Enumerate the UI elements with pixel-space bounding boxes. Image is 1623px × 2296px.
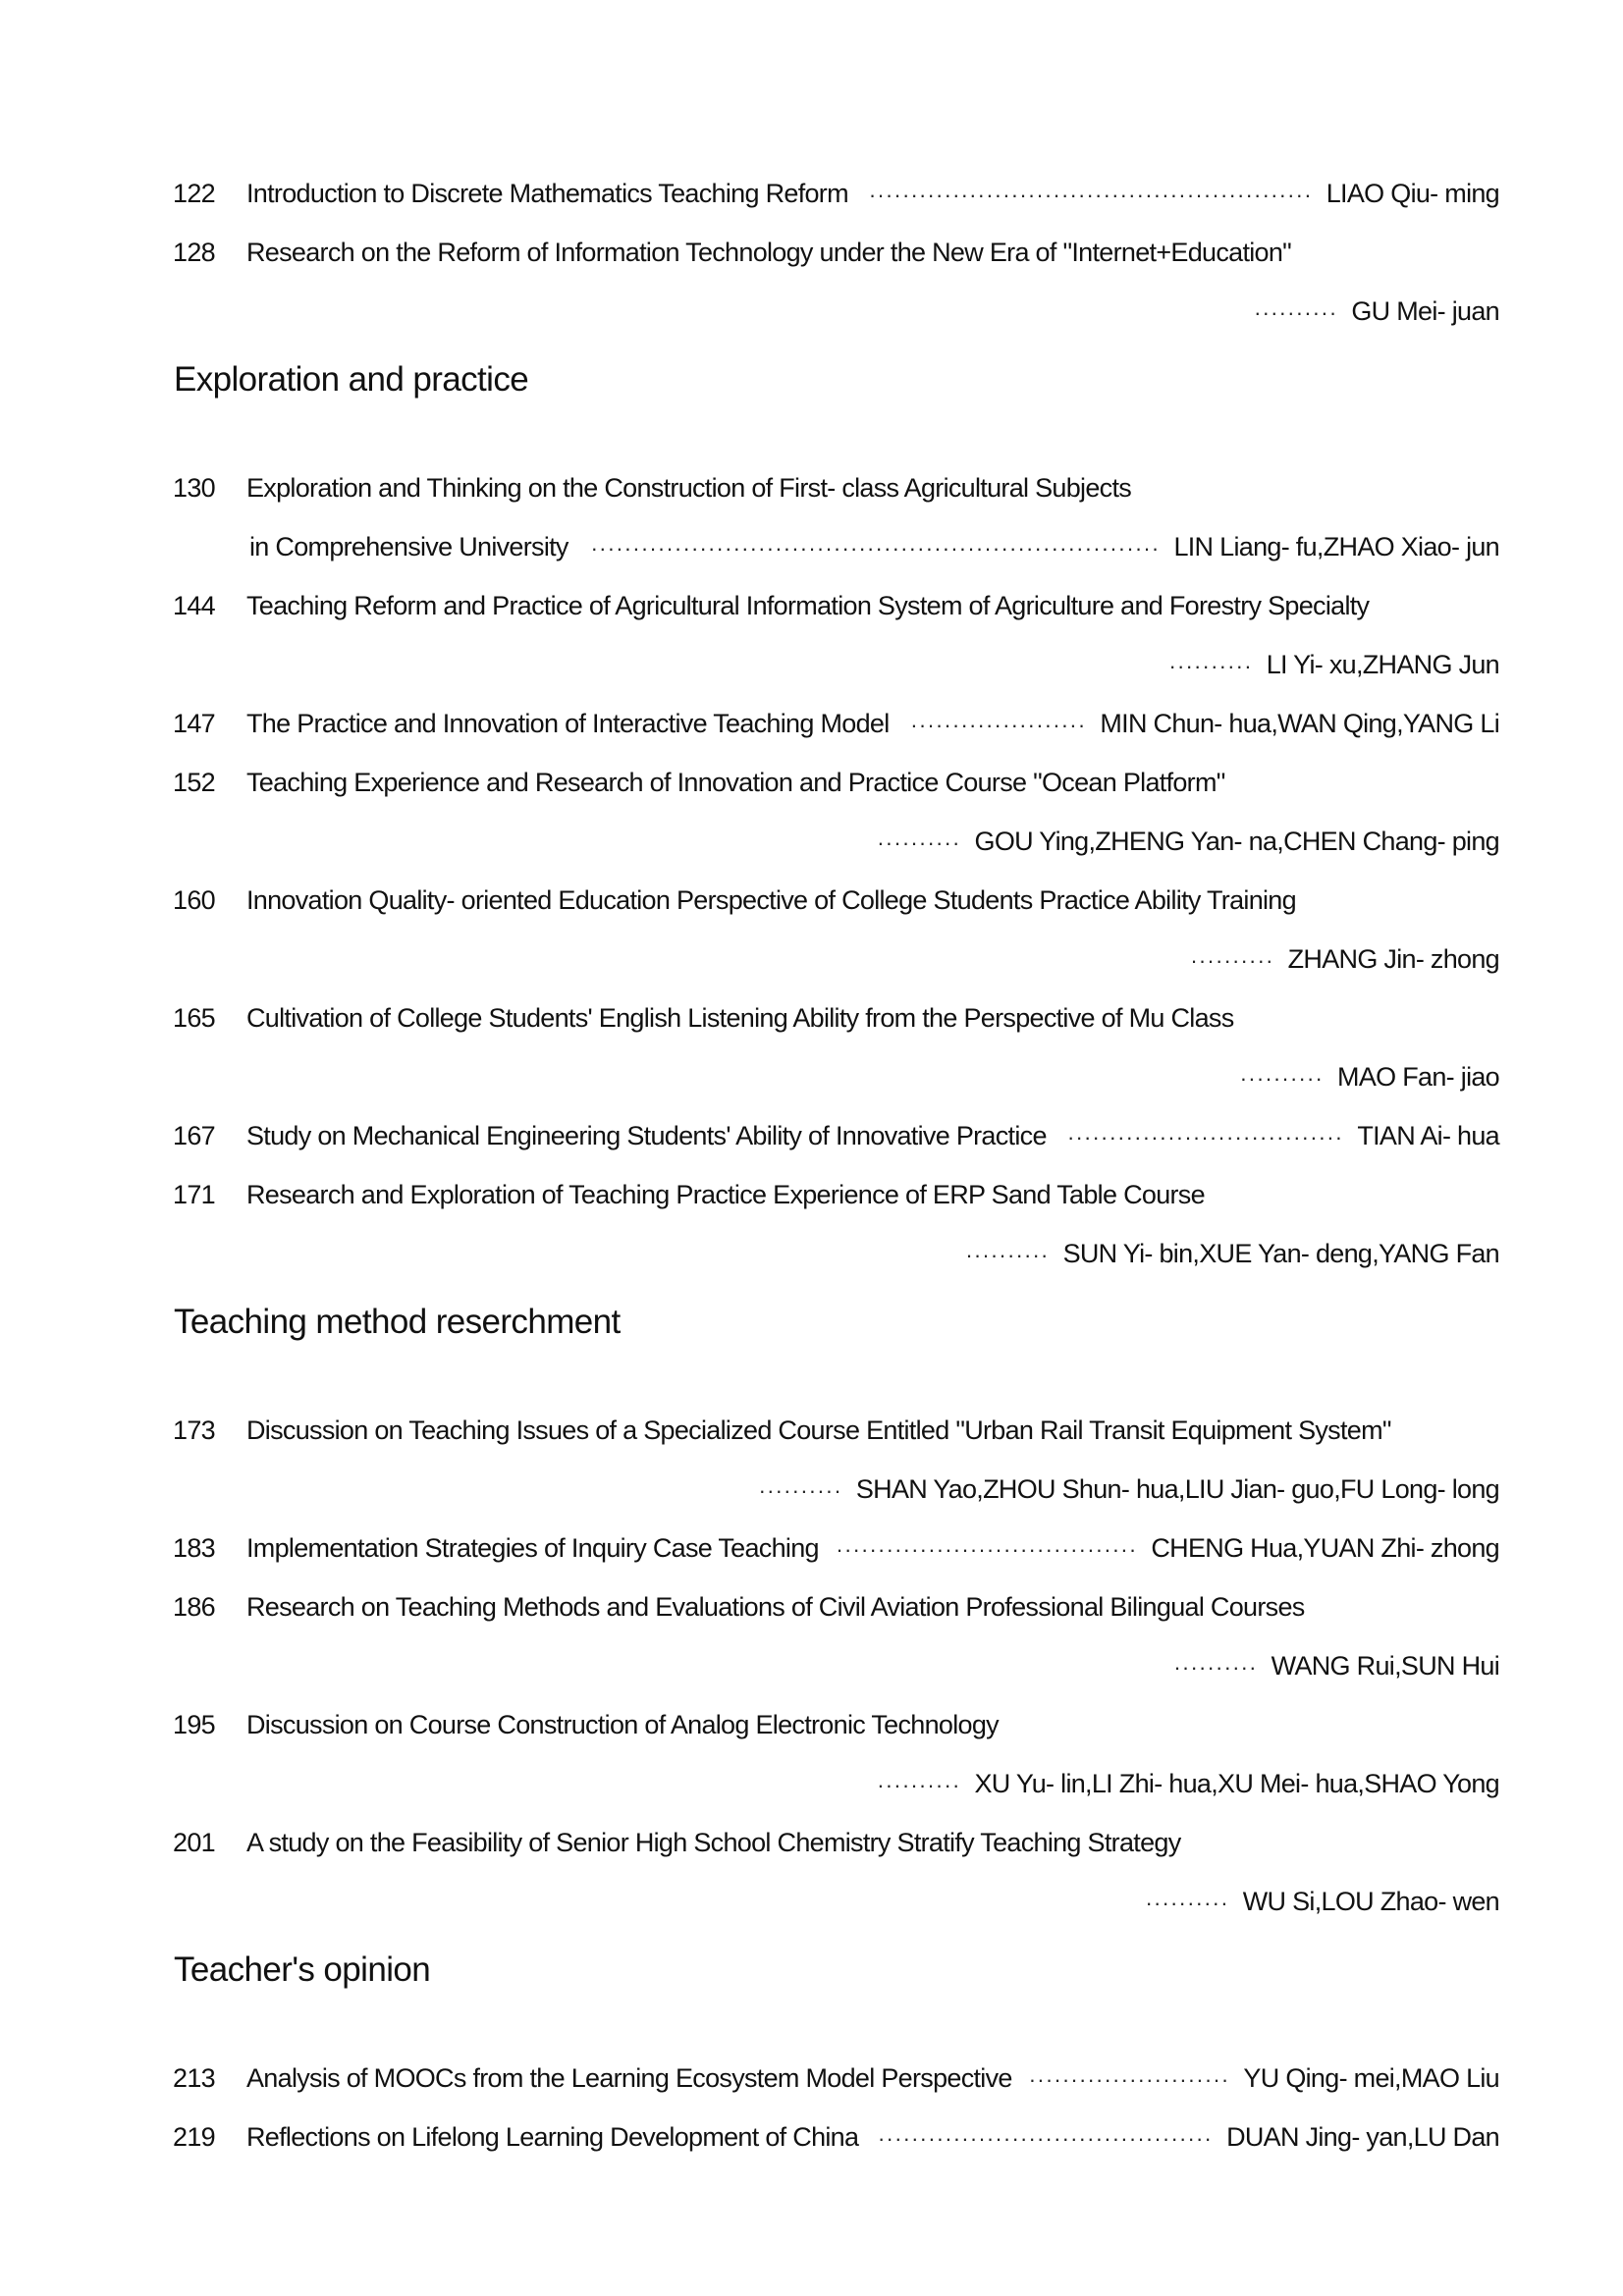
toc-entry[interactable]: [0, 1577, 1623, 1636]
toc-entry[interactable]: [0, 1401, 1623, 1460]
dot-leader-group: [835, 1519, 1499, 1579]
section-heading-text: Teacher's opinion: [174, 1950, 431, 1989]
entry-authors: DUAN Jing- yan,LU Dan: [1226, 2122, 1499, 2152]
dot-leader: ··········: [1173, 1655, 1258, 1680]
toc-entry[interactable]: [0, 1519, 1623, 1577]
section-heading: [0, 1931, 1623, 2049]
dot-leader: ··········: [965, 1243, 1050, 1267]
toc-entry[interactable]: [0, 223, 1623, 282]
entry-authors: TIAN Ai- hua: [1357, 1121, 1499, 1150]
toc-entry[interactable]: [0, 1106, 1623, 1165]
toc-entry-continuation: [0, 282, 1623, 341]
toc-entry[interactable]: [0, 694, 1623, 753]
entry-title[interactable]: Innovation Quality- oriented Education Perspective of College Students Practice Ability Training: [246, 885, 1296, 915]
entry-authors: MIN Chun- hua,WAN Qing,YANG Li: [1100, 709, 1499, 738]
dot-leader-group: [295, 1754, 1499, 1815]
dot-leader: ··········: [1168, 654, 1253, 678]
dot-leader-group: [295, 812, 1499, 873]
entry-authors: WANG Rui,SUN Hui: [1271, 1651, 1499, 1681]
entry-title[interactable]: Introduction to Discrete Mathematics Teaching Reform: [246, 179, 848, 208]
page-number: 173: [173, 1415, 215, 1445]
page-number: 144: [173, 591, 215, 620]
entry-authors: YU Qing- mei,MAO Liu: [1243, 2063, 1499, 2093]
toc-entry[interactable]: [0, 988, 1623, 1047]
entry-title-continued[interactable]: in Comprehensive University: [249, 532, 568, 561]
toc-entry[interactable]: [0, 1813, 1623, 1872]
dot-leader-group: [295, 1636, 1499, 1697]
page-number: 160: [173, 885, 215, 915]
dot-leader-group: [295, 635, 1499, 696]
entry-title[interactable]: Discussion on Course Construction of Analog Electronic Technology: [246, 1710, 999, 1739]
entry-title[interactable]: Cultivation of College Students' English Listening Ability from the Perspective of Mu Class: [246, 1003, 1234, 1033]
dot-leader-group: [1062, 1106, 1499, 1167]
toc-entry-continuation: [0, 1754, 1623, 1813]
entry-authors: CHENG Hua,YUAN Zhi- zhong: [1151, 1533, 1499, 1563]
entry-title[interactable]: Research on the Reform of Information Technology under the New Era of "Internet+Education": [246, 238, 1292, 267]
entry-authors: XU Yu- lin,LI Zhi- hua,XU Mei- hua,SHAO Yong: [974, 1769, 1499, 1798]
dot-leader: ··········: [1239, 1066, 1325, 1091]
entry-title[interactable]: Implementation Strategies of Inquiry Case Teaching: [246, 1533, 819, 1563]
section-heading-text: Exploration and practice: [174, 360, 529, 399]
table-of-contents: [0, 164, 1623, 2166]
toc-entry-continuation: [0, 812, 1623, 871]
toc-entry-continuation: [0, 1872, 1623, 1931]
dot-leader-group: [905, 694, 1499, 755]
page-number: 128: [173, 238, 215, 267]
entry-authors: GOU Ying,ZHENG Yan- na,CHEN Chang- ping: [974, 827, 1499, 856]
toc-entry-continuation: [0, 635, 1623, 694]
entry-authors: ZHANG Jin- zhong: [1287, 944, 1499, 974]
dot-leader: ··········: [1254, 300, 1338, 325]
dot-leader: ········································: [878, 2126, 1214, 2151]
dot-leader: ··········: [877, 1773, 961, 1797]
dot-leader-group: [584, 517, 1499, 578]
dot-leader-group: [295, 1460, 1499, 1521]
toc-entry[interactable]: [0, 753, 1623, 812]
toc-entry[interactable]: [0, 576, 1623, 635]
dot-leader: ····································: [836, 1537, 1138, 1562]
toc-entry[interactable]: [0, 2049, 1623, 2108]
section-heading-text: Teaching method reserchment: [174, 1303, 621, 1341]
toc-entry[interactable]: [0, 458, 1623, 517]
page-number: 152: [173, 768, 215, 797]
page-number: 130: [173, 473, 215, 503]
dot-leader-group: [864, 164, 1499, 225]
entry-authors: LIAO Qiu- ming: [1325, 179, 1499, 208]
toc-entry-continuation: [0, 1636, 1623, 1695]
page-number: 195: [173, 1710, 215, 1739]
toc-entry-continuation: [0, 517, 1623, 576]
entry-title[interactable]: Reflections on Lifelong Learning Development of China: [246, 2122, 859, 2152]
dot-leader-group: [874, 2108, 1499, 2168]
toc-entry[interactable]: [0, 1695, 1623, 1754]
entry-title[interactable]: Research on Teaching Methods and Evaluations of Civil Aviation Professional Bilingual Courses: [246, 1592, 1305, 1622]
page-number: 122: [173, 179, 215, 208]
entry-title[interactable]: Teaching Experience and Research of Innovation and Practice Course "Ocean Platform": [246, 768, 1225, 797]
section-heading: [0, 1283, 1623, 1401]
page-number: 201: [173, 1828, 215, 1857]
entry-title[interactable]: Study on Mechanical Engineering Students' Ability of Innovative Practice: [246, 1121, 1047, 1150]
entry-title[interactable]: Discussion on Teaching Issues of a Specialized Course Entitled "Urban Rail Transit Equipment System": [246, 1415, 1391, 1445]
entry-title[interactable]: Exploration and Thinking on the Construction of First- class Agricultural Subjects: [246, 473, 1132, 503]
page-number: 186: [173, 1592, 215, 1622]
toc-entry[interactable]: [0, 164, 1623, 223]
dot-leader: ····································································: [590, 536, 1161, 561]
entry-authors: LI Yi- xu,ZHANG Jun: [1266, 650, 1499, 679]
page-number: 183: [173, 1533, 215, 1563]
toc-entry-continuation: [0, 1047, 1623, 1106]
dot-leader: ··········: [758, 1478, 842, 1503]
dot-leader: ··········: [1145, 1891, 1229, 1915]
entry-title[interactable]: A study on the Feasibility of Senior High School Chemistry Stratify Teaching Strategy: [246, 1828, 1181, 1857]
toc-entry[interactable]: [0, 871, 1623, 930]
entry-title[interactable]: The Practice and Innovation of Interactive Teaching Model: [246, 709, 890, 738]
dot-leader-group: [295, 930, 1499, 990]
entry-title[interactable]: Analysis of MOOCs from the Learning Ecosystem Model Perspective: [246, 2063, 1012, 2093]
dot-leader-group: [295, 1047, 1499, 1108]
page-number: 213: [173, 2063, 215, 2093]
entry-authors: MAO Fan- jiao: [1337, 1062, 1499, 1092]
page-number: 219: [173, 2122, 215, 2152]
toc-entry[interactable]: [0, 1165, 1623, 1224]
entry-title[interactable]: Teaching Reform and Practice of Agricultural Information System of Agriculture and Forestry Specialty: [246, 591, 1370, 620]
toc-entry-continuation: [0, 930, 1623, 988]
section-heading: [0, 341, 1623, 458]
toc-entry-continuation: [0, 1224, 1623, 1283]
toc-entry[interactable]: [0, 2108, 1623, 2166]
dot-leader: ·····················: [910, 713, 1087, 737]
dot-leader: ·····················································: [868, 183, 1313, 207]
dot-leader: ··········: [877, 830, 961, 855]
dot-leader-group: [295, 282, 1499, 343]
entry-title[interactable]: Research and Exploration of Teaching Practice Experience of ERP Sand Table Course: [246, 1180, 1205, 1209]
entry-authors: WU Si,LOU Zhao- wen: [1242, 1887, 1499, 1916]
dot-leader-group: [295, 1224, 1499, 1285]
dot-leader-group: [1028, 2049, 1499, 2109]
entry-authors: SHAN Yao,ZHOU Shun- hua,LIU Jian- guo,FU Long- long: [855, 1474, 1499, 1504]
page-number: 171: [173, 1180, 215, 1209]
entry-authors: GU Mei- juan: [1351, 296, 1499, 326]
entry-authors: LIN Liang- fu,ZHAO Xiao- jun: [1173, 532, 1499, 561]
page-number: 165: [173, 1003, 215, 1033]
page-number: 147: [173, 709, 215, 738]
dot-leader-group: [295, 1872, 1499, 1933]
dot-leader: ··········: [1190, 948, 1274, 973]
dot-leader: ·································: [1066, 1125, 1344, 1149]
entry-authors: SUN Yi- bin,XUE Yan- deng,YANG Fan: [1062, 1239, 1499, 1268]
page-number: 167: [173, 1121, 215, 1150]
toc-entry-continuation: [0, 1460, 1623, 1519]
dot-leader: ························: [1028, 2067, 1230, 2092]
